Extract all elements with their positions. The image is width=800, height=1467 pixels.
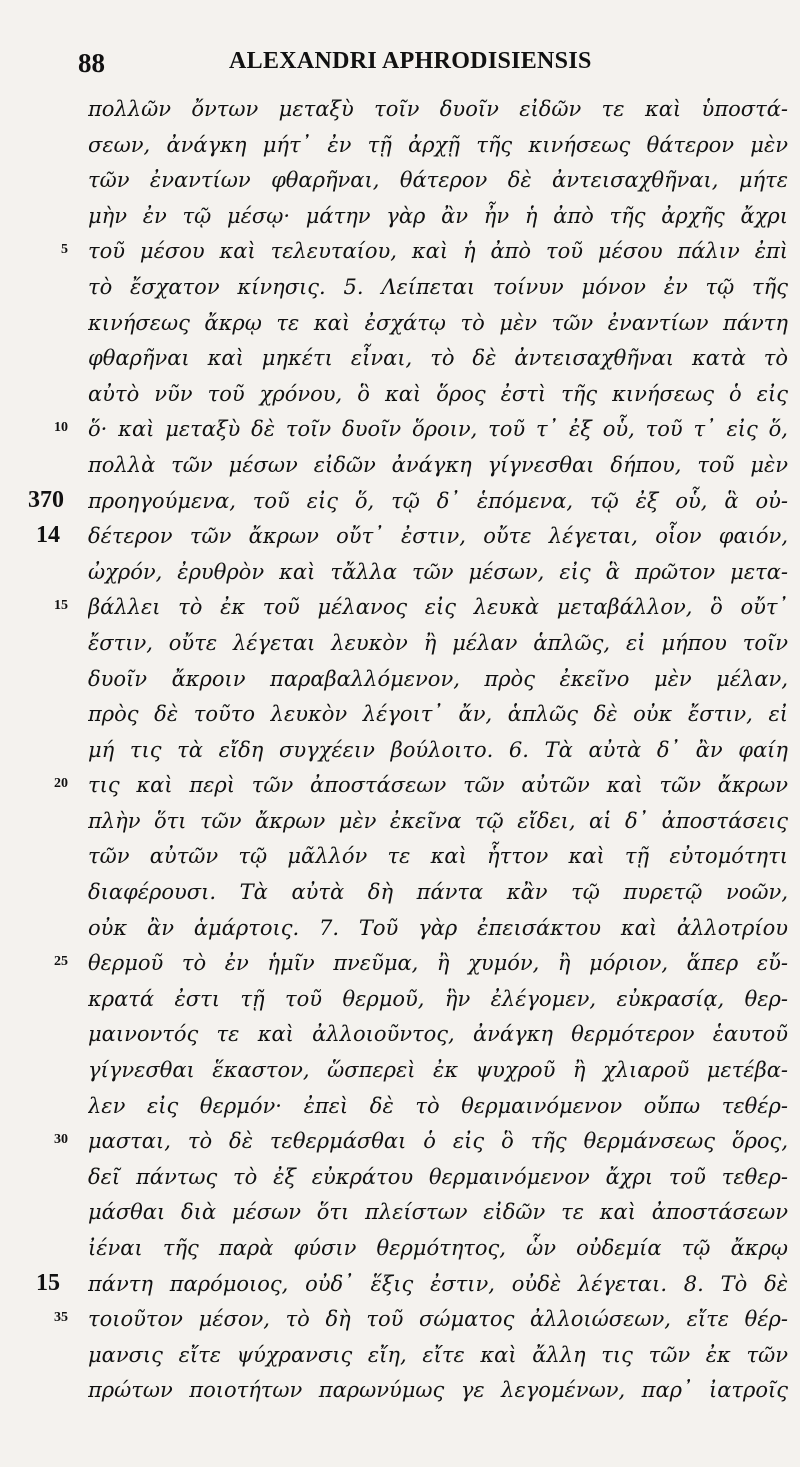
- line-number: 20: [54, 776, 68, 792]
- line-text: σεων, ἀνάγκη μήτ᾽ ἐν τῇ ἀρχῇ τῆς κινήσεως θάτερον μὲν: [88, 132, 788, 157]
- text-line: [0, 839, 800, 875]
- text-line: [0, 626, 800, 662]
- line-text: τις καὶ περὶ τῶν ἀποστάσεων τῶν αὐτῶν καὶ τῶν ἄκρων: [88, 773, 788, 798]
- line-number: 35: [54, 1310, 68, 1326]
- greek-text-block: [0, 92, 800, 1409]
- line-text: ὅ· καὶ μεταξὺ δὲ τοῖν δυοῖν ὅροιν, τοῦ τ᾽ ἐξ οὗ, τοῦ τ᾽ εἰς ὅ,: [88, 417, 788, 442]
- text-line: [0, 1267, 800, 1303]
- text-line: [0, 1089, 800, 1125]
- text-line: [0, 982, 800, 1018]
- text-line: [0, 946, 800, 982]
- line-text: διαφέρουσι. Τὰ αὐτὰ δὴ πάντα κἂν τῷ πυρετῷ νοῶν,: [88, 880, 788, 905]
- line-text: βάλλει τὸ ἐκ τοῦ μέλανος εἰς λευκὰ μεταβάλλον, ὃ οὔτ᾽: [88, 595, 788, 620]
- text-line: [0, 1195, 800, 1231]
- line-text: οὐκ ἂν ἁμάρτοις. 7. Τοῦ γὰρ ἐπεισάκτου καὶ ἀλλοτρίου: [88, 915, 788, 940]
- line-text: μαινοντός τε καὶ ἀλλοιοῦντος, ἀνάγκη θερμότερον ἑαυτοῦ: [88, 1022, 788, 1047]
- line-text: μή τις τὰ εἴδη συγχέειν βούλοιτο. 6. Τὰ αὐτὰ δ᾽ ἂν φαίη: [88, 737, 788, 762]
- line-text: λεν εἰς θερμόν· ἐπεὶ δὲ τὸ θερμαινόμενον οὔπω τεθέρ-: [88, 1093, 788, 1118]
- line-text: προηγούμενα, τοῦ εἰς ὅ, τῷ δ᾽ ἑπόμενα, τῷ ἐξ οὗ, ἃ οὐ-: [88, 488, 788, 513]
- line-text: αὐτὸ νῦν τοῦ χρόνου, ὃ καὶ ὅρος ἐστὶ τῆς κινήσεως ὁ εἰς: [88, 381, 788, 406]
- line-text: πρώτων ποιοτήτων παρωνύμως γε λεγομένων, παρ᾽ ἰατροῖς: [88, 1378, 788, 1403]
- line-text: δεῖ πάντως τὸ ἐξ εὐκράτου θερμαινόμενον ἄχρι τοῦ τεθερ-: [88, 1164, 788, 1189]
- text-line: [0, 448, 800, 484]
- text-line: [0, 306, 800, 342]
- line-text: μανσις εἴτε ψύχρανσις εἴη, εἴτε καὶ ἄλλη τις τῶν ἐκ τῶν: [88, 1342, 788, 1367]
- line-text: ὠχρόν, ἐρυθρὸν καὶ τἄλλα τῶν μέσων, εἰς ἃ πρῶτον μετα-: [88, 559, 788, 584]
- line-text: δέτερον τῶν ἄκρων οὔτ᾽ ἐστιν, οὔτε λέγεται, οἷον φαιόν,: [88, 524, 788, 549]
- line-text: δυοῖν ἄκροιν παραβαλλόμενον, πρὸς ἐκεῖνο μὲν μέλαν,: [88, 666, 788, 691]
- text-line: [0, 199, 800, 235]
- line-number: 15: [54, 598, 68, 614]
- text-line: [0, 1160, 800, 1196]
- text-line: [0, 1017, 800, 1053]
- line-number: 10: [54, 420, 68, 436]
- text-line: [0, 341, 800, 377]
- line-text: μὴν ἐν τῷ μέσῳ· μάτην γὰρ ἂν ἦν ἡ ἀπὸ τῆς ἀρχῆς ἄχρι: [88, 203, 788, 228]
- line-text: πάντη παρόμοιος, οὐδ᾽ ἕξις ἐστιν, οὐδὲ λέγεται. 8. Τὸ δὲ: [88, 1271, 788, 1296]
- text-line: [0, 163, 800, 199]
- line-text: ἔστιν, οὔτε λέγεται λευκὸν ἢ μέλαν ἁπλῶς, εἰ μήπου τοῖν: [88, 630, 788, 655]
- line-number: 5: [61, 242, 68, 258]
- text-line: [0, 270, 800, 306]
- line-text: μασται, τὸ δὲ τεθερμάσθαι ὁ εἰς ὃ τῆς θερμάνσεως ὅρος,: [88, 1129, 788, 1154]
- line-number: 25: [54, 954, 68, 970]
- text-line: [0, 555, 800, 591]
- page-number: 88: [78, 48, 105, 78]
- running-title: ALEXANDRI APHRODISIENSIS: [229, 48, 592, 74]
- text-line: [0, 590, 800, 626]
- margin-reference: 14: [36, 522, 60, 549]
- line-text: τὸ ἔσχατον κίνησις. 5. Λείπεται τοίνυν μόνον ἐν τῷ τῆς: [88, 274, 788, 299]
- text-line: [0, 128, 800, 164]
- text-line: [0, 519, 800, 555]
- text-line: [0, 234, 800, 270]
- line-text: ἰέναι τῆς παρὰ φύσιν θερμότητος, ὧν οὐδεμία τῷ ἄκρῳ: [88, 1236, 788, 1260]
- text-line: [0, 697, 800, 733]
- text-line: [0, 1124, 800, 1160]
- line-text: πλὴν ὅτι τῶν ἄκρων μὲν ἐκεῖνα τῷ εἴδει, αἱ δ᾽ ἀποστάσεις: [88, 808, 788, 833]
- line-text: πρὸς δὲ τοῦτο λευκὸν λέγοιτ᾽ ἄν, ἁπλῶς δὲ οὐκ ἔστιν, εἰ: [88, 702, 788, 727]
- text-line: [0, 804, 800, 840]
- text-line: [0, 1373, 800, 1409]
- line-text: τοιοῦτον μέσον, τὸ δὴ τοῦ σώματος ἀλλοιώσεων, εἴτε θέρ-: [88, 1307, 788, 1332]
- page-header: [0, 48, 800, 88]
- text-line: [0, 662, 800, 698]
- margin-reference: 15: [36, 1269, 60, 1296]
- text-line: [0, 1231, 800, 1267]
- text-line: [0, 484, 800, 520]
- line-text: θερμοῦ τὸ ἐν ἡμῖν πνεῦμα, ἢ χυμόν, ἢ μόριον, ἅπερ εὔ-: [88, 951, 788, 976]
- line-number: 30: [54, 1132, 68, 1148]
- line-text: κινήσεως ἄκρῳ τε καὶ ἐσχάτῳ τὸ μὲν τῶν ἐναντίων πάντη: [88, 310, 788, 335]
- line-text: πολλῶν ὄντων μεταξὺ τοῖν δυοῖν εἰδῶν τε καὶ ὑποστά-: [88, 97, 788, 121]
- text-line: [0, 733, 800, 769]
- text-line: [0, 92, 800, 128]
- line-text: τῶν αὐτῶν τῷ μᾶλλόν τε καὶ ἧττον καὶ τῇ εὐτομότητι: [88, 844, 788, 869]
- text-line: [0, 768, 800, 804]
- line-text: γίγνεσθαι ἕκαστον, ὥσπερεὶ ἐκ ψυχροῦ ἢ χλιαροῦ μετέβα-: [88, 1058, 788, 1083]
- text-line: [0, 377, 800, 413]
- text-line: [0, 1338, 800, 1374]
- line-text: τῶν ἐναντίων φθαρῆναι, θάτερον δὲ ἀντεισαχθῆναι, μήτε: [88, 168, 788, 193]
- text-line: [0, 911, 800, 947]
- margin-reference: 370: [28, 486, 64, 513]
- text-line: [0, 875, 800, 911]
- line-text: φθαρῆναι καὶ μηκέτι εἶναι, τὸ δὲ ἀντεισαχθῆναι κατὰ τὸ: [88, 346, 788, 371]
- line-text: μάσθαι διὰ μέσων ὅτι πλείστων εἰδῶν τε καὶ ἀποστάσεων: [88, 1200, 788, 1225]
- line-text: τοῦ μέσου καὶ τελευταίου, καὶ ἡ ἀπὸ τοῦ μέσου πάλιν ἐπὶ: [88, 239, 788, 264]
- line-text: πολλὰ τῶν μέσων εἰδῶν ἀνάγκη γίγνεσθαι δήπου, τοῦ μὲν: [88, 452, 788, 477]
- text-line: [0, 1053, 800, 1089]
- text-line: [0, 1302, 800, 1338]
- line-text: κρατά ἐστι τῇ τοῦ θερμοῦ, ἣν ἐλέγομεν, εὐκρασίᾳ, θερ-: [88, 986, 788, 1011]
- text-line: [0, 412, 800, 448]
